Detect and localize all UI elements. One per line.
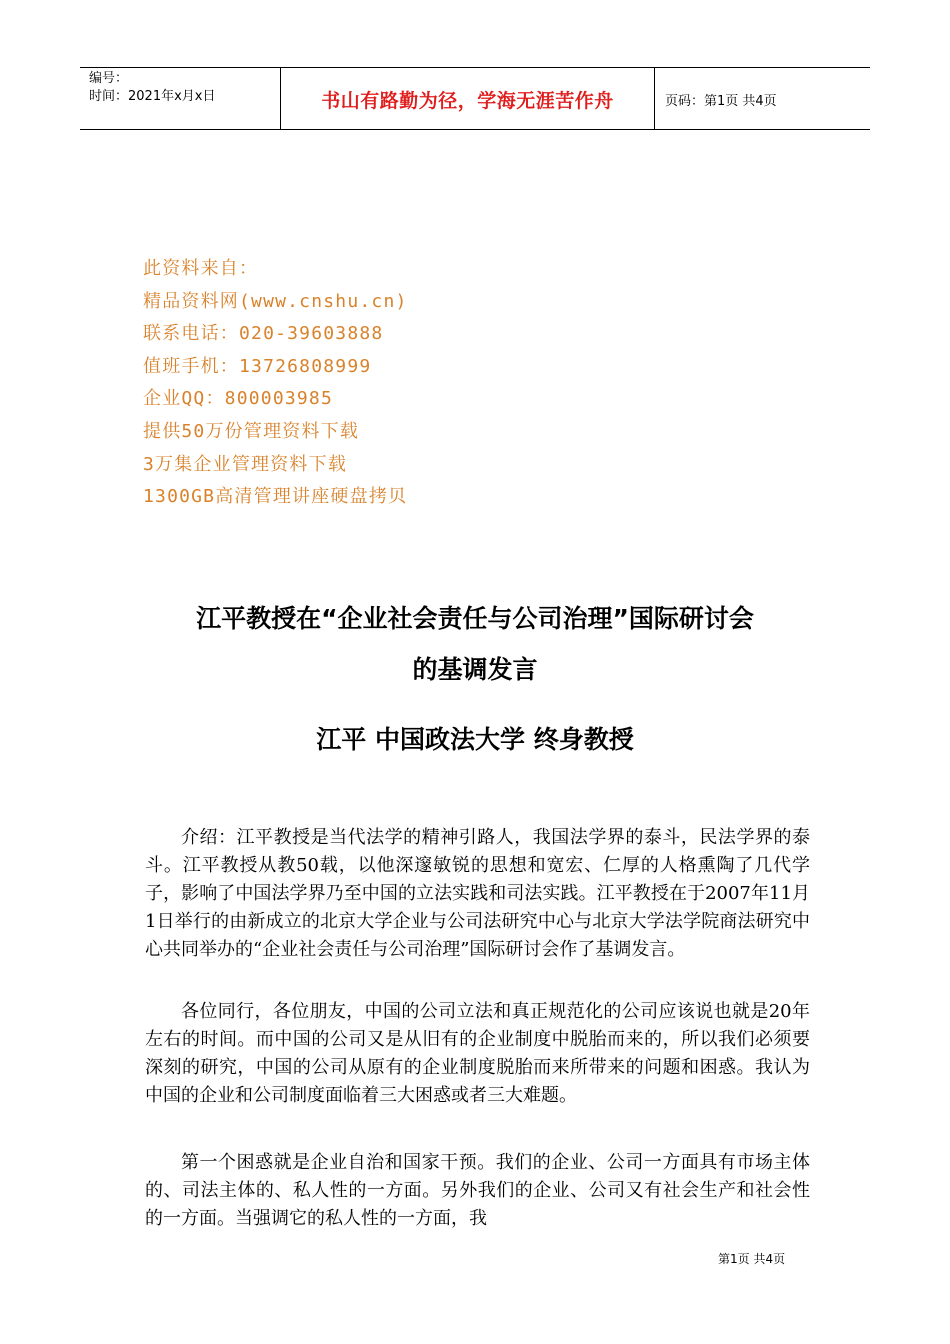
intro-paragraph <box>145 824 810 964</box>
document-title-line1: 江平教授在“企业社会责任与公司治理”国际研讨会 <box>196 604 754 633</box>
body-paragraph <box>145 1149 810 1233</box>
source-line: 企业QQ：800003985 <box>143 388 334 410</box>
header-page-info: 页码：第1页 共4页 <box>665 94 777 109</box>
paragraph-text: 第一个困惑就是企业自治和国家干预。我们的企业、公司一方面具有市场主体的、司法主体的、私人性的一方面。另外我们的企业、公司又有社会生产和社会性的一方面。当强调它的私人性的一方面，我 <box>145 1152 810 1229</box>
body-paragraph <box>145 998 810 1110</box>
author-line: 江平 中国政法大学 终身教授 <box>316 725 634 754</box>
page-footer: 第1页 共4页 <box>718 1252 786 1266</box>
source-info-block <box>143 253 408 514</box>
source-line: 3万集企业管理资料下载 <box>143 453 348 475</box>
paragraph-text: 介绍：江平教授是当代法学的精神引路人，我国法学界的泰斗，民法学界的泰斗。江平教授从教50载，以他深邃敏锐的思想和宽宏、仁厚的人格熏陶了几代学子，影响了中国法学界乃至中国的立法实践和司法实践。江平教授在于2007年11月1日举行的由新成立的北京大学企业与公司法研究中心与北京大学法学院商法研究中心共同举办的“企业社会责任与公司治理”国际研讨会作了基调发言。 <box>145 827 810 960</box>
motto: 书山有路勤为径，学海无涯苦作舟 <box>321 90 614 112</box>
source-line: 联系电话：020-39603888 <box>143 323 384 345</box>
source-line: 此资料来自： <box>143 258 259 279</box>
document-title-line2: 的基调发言 <box>412 655 538 684</box>
header-page-cell <box>655 68 870 129</box>
source-line: 提供50万份管理资料下载 <box>143 420 360 442</box>
page-header <box>80 67 870 130</box>
source-line: 值班手机：13726808999 <box>143 355 372 377</box>
paragraph-text: 各位同行，各位朋友，中国的公司立法和真正规范化的公司应该说也就是20年左右的时间。而中国的公司又是从旧有的企业制度中脱胎而来的，所以我们必须要深刻的研究，中国的公司从原有的企业制度脱胎而来所带来的问题和困惑。我认为中国的企业和公司制度面临着三大困惑或者三大难题。 <box>145 1001 810 1106</box>
header-meta <box>80 68 280 129</box>
source-line: 精品资料网(www.cnshu.cn) <box>143 290 408 312</box>
number-label: 编号： <box>89 71 129 86</box>
source-line: 1300GB高清管理讲座硬盘拷贝 <box>143 486 408 508</box>
header-motto-cell <box>280 68 655 129</box>
time-label: 时间：2021年x月x日 <box>89 89 216 104</box>
